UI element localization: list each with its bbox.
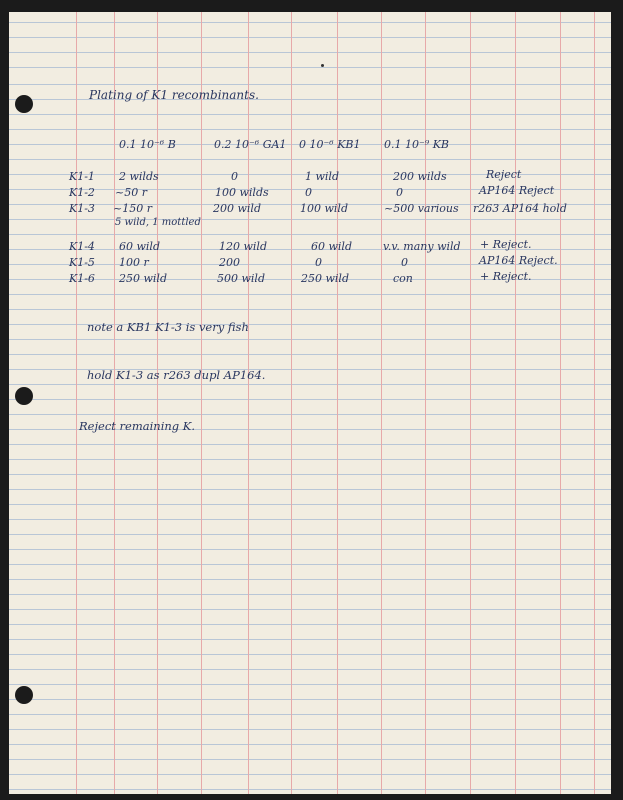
row-label: K1-5 xyxy=(69,256,95,269)
binder-hole xyxy=(15,387,33,405)
column-header: 0.1 10⁻⁶ B xyxy=(119,138,176,151)
column-header: 0.1 10⁻⁹ KB xyxy=(384,138,450,151)
note-line: Reject remaining K. xyxy=(79,419,196,433)
column-line xyxy=(470,12,471,794)
binder-hole xyxy=(15,686,33,704)
cell: ~500 various xyxy=(384,202,459,215)
column-line xyxy=(594,12,595,794)
cell: 100 wilds xyxy=(215,186,269,199)
row-label: K1-6 xyxy=(69,272,95,285)
cell: 0 xyxy=(231,170,238,183)
column-line xyxy=(291,12,292,794)
notebook-page xyxy=(9,12,611,794)
cell: ~50 r xyxy=(115,186,147,199)
cell: 60 wild xyxy=(119,240,160,253)
cell: 60 wild xyxy=(311,240,352,253)
cell: 0 xyxy=(401,256,408,269)
cell: Reject xyxy=(486,168,522,181)
column-line xyxy=(248,12,249,794)
note-line: note a KB1 K1-3 is very fish xyxy=(87,320,249,334)
column-line xyxy=(560,12,561,794)
cell: 0 xyxy=(315,256,322,269)
cell: 120 wild xyxy=(219,240,267,253)
cell: AP164 Reject xyxy=(479,184,555,197)
ink-dot xyxy=(321,64,324,67)
cell: 100 r xyxy=(119,256,149,269)
cell: + Reject. xyxy=(480,238,532,251)
column-line xyxy=(337,12,338,794)
column-line xyxy=(515,12,516,794)
cell: 200 wilds xyxy=(393,170,447,183)
column-line xyxy=(201,12,202,794)
cell: r263 AP164 hold xyxy=(473,202,567,215)
column-line xyxy=(425,12,426,794)
row-label: K1-2 xyxy=(69,186,95,199)
cell: 200 wild xyxy=(213,202,261,215)
column-header: 0.2 10⁻⁶ GA1 xyxy=(214,138,287,151)
column-line xyxy=(114,12,115,794)
cell: AP164 Reject. xyxy=(479,254,558,267)
row-label: K1-1 xyxy=(69,170,95,183)
column-header: 0 10⁻⁶ KB1 xyxy=(299,138,361,151)
column-line xyxy=(157,12,158,794)
column-line xyxy=(381,12,382,794)
cell: 1 wild xyxy=(305,170,339,183)
cell: 100 wild xyxy=(300,202,348,215)
cell: + Reject. xyxy=(480,270,532,283)
cell: 500 wild xyxy=(217,272,265,285)
cell: 200 xyxy=(219,256,240,269)
binder-hole xyxy=(15,95,33,113)
margin-line xyxy=(76,12,77,794)
page-title: Plating of K1 recombinants. xyxy=(89,88,259,102)
row-label: K1-3 xyxy=(69,202,95,215)
cell: 0 xyxy=(305,186,312,199)
note-line: hold K1-3 as r263 dupl AP164. xyxy=(87,368,266,382)
cell: 2 wilds xyxy=(119,170,159,183)
cell: con xyxy=(393,272,413,285)
cell: 0 xyxy=(396,186,403,199)
cell: 250 wild xyxy=(301,272,349,285)
cell: ~150 r xyxy=(113,202,152,215)
cell: 250 wild xyxy=(119,272,167,285)
cell: v.v. many wild xyxy=(383,240,461,253)
row-label: K1-4 xyxy=(69,240,95,253)
cell-subnote: 5 wild, 1 mottled xyxy=(115,217,201,228)
